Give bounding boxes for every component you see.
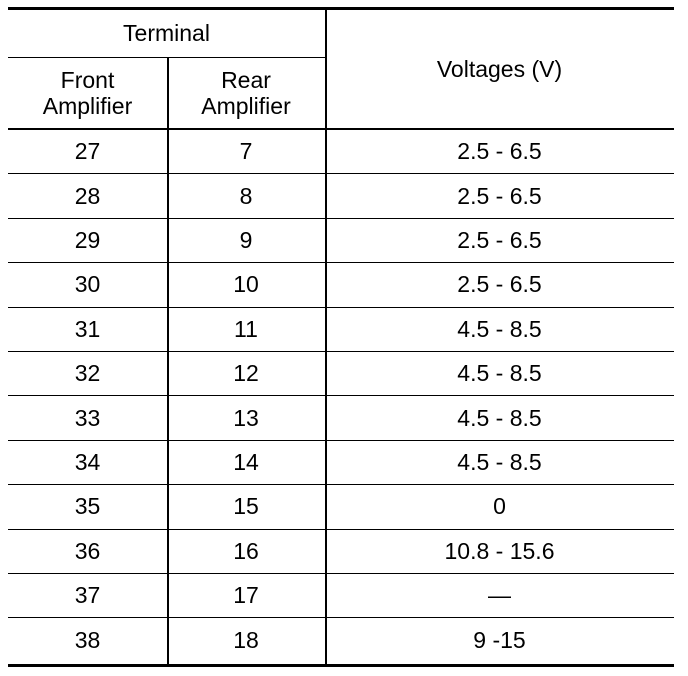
voltage-cell: 2.5 - 6.5: [457, 226, 542, 253]
rear-terminal-cell: 7: [239, 138, 253, 165]
front-amplifier-header-line2: Amplifier: [42, 93, 133, 119]
front-terminal-cell: 36: [74, 537, 101, 564]
rear-terminal-cell: 16: [233, 537, 259, 564]
front-terminal-cell: 35: [74, 493, 101, 520]
rear-amplifier-header: [167, 58, 325, 128]
rear-terminal-cell: 15: [233, 493, 259, 520]
table-row: [8, 174, 674, 218]
rear-terminal-cell: 17: [233, 582, 259, 609]
rear-amplifier-header-line1: Rear: [221, 67, 271, 93]
rear-terminal-cell: 14: [233, 448, 259, 475]
rear-amplifier-header-line2: Amplifier: [201, 93, 291, 119]
voltage-cell: 0: [493, 493, 506, 520]
rear-terminal-cell: 9: [239, 226, 253, 253]
table-row: [8, 618, 674, 662]
voltages-header: Voltages (V): [436, 55, 563, 82]
front-terminal-cell: 29: [74, 226, 101, 253]
front-amplifier-header-line1: Front: [60, 67, 115, 93]
rear-terminal-cell: 11: [234, 315, 258, 342]
rear-terminal-cell: 18: [233, 626, 259, 653]
voltage-cell: —: [488, 582, 511, 609]
rear-terminal-cell: 13: [233, 404, 259, 431]
table-row: [8, 441, 674, 485]
table-row: [8, 485, 674, 529]
front-terminal-cell: 34: [74, 448, 101, 475]
front-terminal-cell: 28: [74, 182, 101, 209]
voltage-cell: 4.5 - 8.5: [457, 360, 542, 387]
rear-terminal-cell: 10: [233, 271, 259, 298]
front-terminal-cell: 32: [74, 360, 101, 387]
terminal-voltage-table: [8, 7, 674, 667]
front-terminal-cell: 31: [74, 315, 101, 342]
table-row: [8, 530, 674, 574]
table-row: [8, 396, 674, 440]
table-row: [8, 263, 674, 307]
front-amplifier-header: [8, 58, 167, 128]
table-header: [8, 10, 674, 130]
table-row: [8, 219, 674, 263]
table-row: [8, 308, 674, 352]
voltage-cell: 2.5 - 6.5: [457, 138, 542, 165]
front-terminal-cell: 33: [74, 404, 101, 431]
rear-terminal-cell: 12: [233, 360, 259, 387]
voltage-cell: 4.5 - 8.5: [457, 315, 542, 342]
front-terminal-cell: 27: [74, 138, 101, 165]
voltage-cell: 10.8 - 15.6: [444, 537, 555, 564]
table-body: [8, 130, 674, 663]
table-row: [8, 352, 674, 396]
terminal-group-header: Terminal: [8, 10, 325, 58]
front-terminal-cell: 38: [74, 626, 101, 653]
voltage-cell: 2.5 - 6.5: [457, 271, 542, 298]
front-terminal-cell: 30: [74, 271, 101, 298]
table-row: [8, 130, 674, 174]
rear-terminal-cell: 8: [239, 182, 253, 209]
voltage-cell: 4.5 - 8.5: [457, 448, 542, 475]
table-row: [8, 574, 674, 618]
voltage-cell: 2.5 - 6.5: [457, 182, 542, 209]
front-terminal-cell: 37: [74, 582, 101, 609]
voltage-cell: 4.5 - 8.5: [457, 404, 542, 431]
voltage-cell: 9 -15: [473, 626, 526, 653]
